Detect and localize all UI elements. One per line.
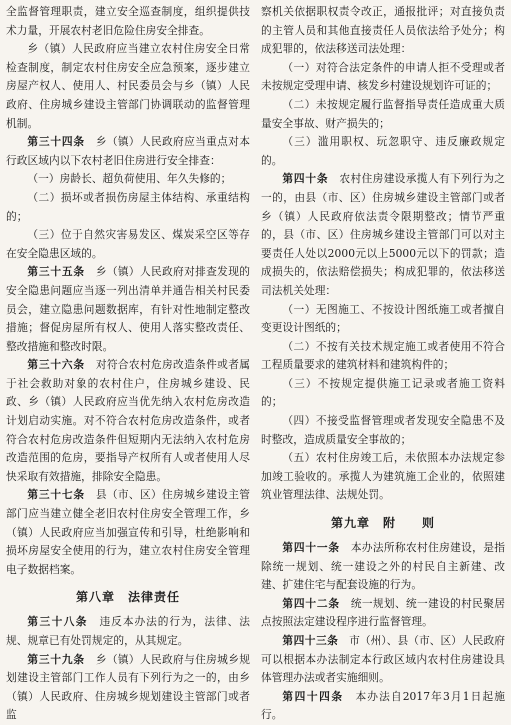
paragraph xyxy=(261,412,505,449)
paragraph xyxy=(261,133,505,170)
article-paragraph xyxy=(261,632,505,688)
paragraph xyxy=(261,338,505,375)
paragraph xyxy=(261,301,505,338)
paragraph-text: 统一规划、统一建设的村民聚居点按照法定建设程序进行监督管理。 xyxy=(261,596,505,629)
article-paragraph xyxy=(6,613,250,650)
article-number: 第三十七条 xyxy=(27,488,85,502)
paragraph xyxy=(261,3,505,59)
paragraph xyxy=(6,226,250,263)
chapter-heading: 第九章 附 则 xyxy=(330,516,435,531)
paragraph-text: 县（市、区）住房城乡建设主管部门应当建立健全老旧农村住房安全管理工作，乡（镇）人民政府应当加强宣传和引导，杜绝影响和损坏房屋安全使用的行为，建立农村住房安全管理电子数据档案。 xyxy=(6,488,250,576)
paragraph xyxy=(261,449,505,505)
paragraph-text: 全监督管理职责，建立安全巡查制度，组织提供技术力量，开展农村老旧危险住房安全排查。 xyxy=(6,5,250,37)
article-number: 第三十六条 xyxy=(27,358,85,372)
paragraph-text: （二）未按规定履行监督指导责任造成重大质量安全事故、财产损失的； xyxy=(261,97,505,130)
paragraph-text: （二）不按有关技术规定施工或者使用不符合工程质量要求的建筑材料和建筑构件的； xyxy=(261,339,505,372)
article-paragraph xyxy=(261,688,505,725)
paragraph-text: 违反本办法的行为，法律、法规、规章已有处罚规定的，从其规定。 xyxy=(6,615,250,647)
paragraph xyxy=(6,170,250,189)
paragraph-text: （四）不接受监督管理或者发现安全隐患不及时整改，造成质量安全事故的； xyxy=(261,414,505,446)
article-number: 第四十二条 xyxy=(282,596,340,610)
article-number: 第三十五条 xyxy=(27,265,85,279)
article-paragraph xyxy=(261,539,505,595)
paragraph xyxy=(6,40,250,133)
chapter-heading: 第八章 法律责任 xyxy=(75,590,180,605)
paragraph-text: 本办法所称农村住房建设，是指除统一规划、统一建设之外的村民自主新建、改建、扩建住宅与配套设施的行为。 xyxy=(261,541,505,592)
article-number: 第四十四条 xyxy=(282,689,344,703)
paragraph xyxy=(261,375,505,412)
paragraph-text: （三）位于自然灾害易发区、煤炭采空区等存在安全隐患区域的。 xyxy=(6,228,250,260)
paragraph-text: （五）农村住房竣工后，未依照本办法规定参加竣工验收的。承揽人为建筑施工企业的，依照建筑业管理法律、法规处罚。 xyxy=(261,451,505,502)
article-paragraph xyxy=(261,170,505,300)
paragraph-text: （一）对符合法定条件的申请人拒不受理或者未按规定受理申请、核发乡村建设规划许可证的； xyxy=(261,60,505,93)
paragraph xyxy=(6,3,250,40)
paragraph-text: 本办法自2017年3月1日起施行。 xyxy=(261,689,505,722)
article-number: 第四十一条 xyxy=(282,541,340,555)
article-paragraph xyxy=(6,486,250,579)
article-number: 第三十九条 xyxy=(27,652,85,666)
paragraph-text: 市（州）、县（市、区）人民政府可以根据本办法制定本行政区域内农村住房建设具体管理办法或者实施细则。 xyxy=(261,634,505,685)
paragraph-text: 农村住房建设承揽人有下列行为之一的，由县（市、区）住房城乡建设主管部门或者乡（镇）人民政府依法责令限期整改；情节严重的，县（市、区）住房城乡建设主管部门可以对主要责任人处以2000元以上5000元以下的罚款；造成损失的，依法赔偿损失；构成犯罪的，依法移送司法机关处理： xyxy=(261,172,505,297)
right-column xyxy=(261,3,505,722)
paragraph-text: 乡（镇）人民政府应当建立农村住房安全日常检查制度，制定农村住房安全应急预案，逐步建立房屋产权人、使用人、村民委员会与乡（镇）人民政府、住房城乡建设主管部门协调联动的监督管理机制。 xyxy=(6,42,250,130)
paragraph xyxy=(261,59,505,96)
paragraph-text: （一）房龄长、超负荷使用、年久失修的； xyxy=(27,172,232,186)
article-number: 第四十条 xyxy=(282,172,329,186)
paragraph xyxy=(261,96,505,133)
article-paragraph xyxy=(6,651,250,725)
paragraph-text: 乡（镇）人民政府对排查发现的安全隐患问题应当逐一列出清单并通告相关村民委员会，建立隐患问题数据库，有针对性地制定整改措施；督促房屋所有权人、使用人落实整改责任、整改措施和整改时限。 xyxy=(6,265,250,353)
paragraph-text: （一）无图施工、不按设计图纸施工或者擅自变更设计图纸的； xyxy=(261,302,505,335)
article-paragraph xyxy=(6,263,250,356)
paragraph-text: （三）滥用职权、玩忽职守、违反廉政规定的。 xyxy=(261,135,505,167)
article-number: 第三十四条 xyxy=(27,135,85,149)
article-paragraph xyxy=(6,133,250,170)
article-paragraph xyxy=(6,356,250,486)
paragraph-text: （三）不按规定提供施工记录或者施工资料的； xyxy=(261,376,505,409)
paragraph-text: 乡（镇）人民政府与住房城乡规划建设主管部门工作人员有下列行为之一的，由乡（镇）人民政府、住房城乡规划建设主管部门或者监 xyxy=(6,652,250,722)
paragraph-text: 对符合农村危房改造条件或者属于社会救助对象的农村住户，住房城乡建设、民政、乡（镇）人民政府应当优先纳入农村危房改造计划启动实施。对不符合农村危房改造条件，或者符合农村危房改造条件但短期内无法纳入农村危房改造范围的危房，要指导产权所有人或者使用人尽快采取有效措施，排除安全隐患。 xyxy=(6,358,250,483)
left-column xyxy=(6,3,250,722)
paragraph-text: 乡（镇）人民政府应当重点对本行政区域内以下农村老旧住房进行安全排查： xyxy=(6,135,250,167)
paragraph-text: （二）损坏或者损伤房屋主体结构、承重结构的； xyxy=(6,190,250,223)
article-number: 第三十八条 xyxy=(27,615,88,629)
paragraph-text: 察机关依据职权责令改正，通报批评；对直接负责的主管人员和其他直接责任人员依法给予处分；构成犯罪的，依法移送司法处理： xyxy=(261,5,505,56)
article-paragraph xyxy=(261,595,505,632)
article-number: 第四十三条 xyxy=(282,634,339,647)
paragraph xyxy=(6,189,250,226)
